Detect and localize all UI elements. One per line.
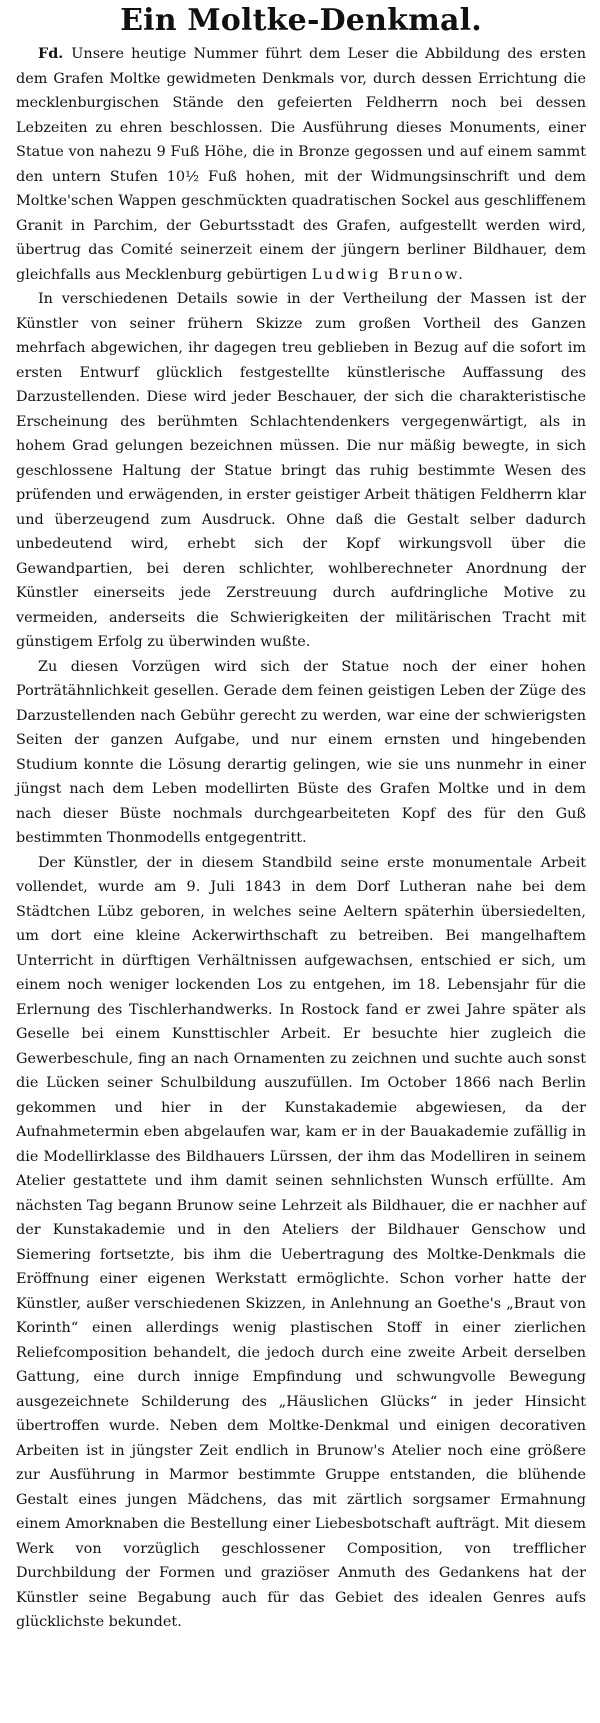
paragraph-1 [16,42,586,287]
author-mark: Fd. [38,45,64,62]
paragraph-4: Der Künstler, der in diesem Standbild seine erste monumentale Arbeit vollendet, wurde am 9. Juli 1843 in dem Dorf Lutheran nahe bei dem Städtchen Lübz geboren, in welches seine Aeltern späterhin übersiedelten, um dort eine kleine Ackerwirthschaft zu betreiben. Bei mangelhaftem Unterricht in dürftigen Verhältnissen aufgewachsen, entschied er sich, um einem noch weniger lockenden Los zu entgehen, im 18. Lebensjahr für die Erlernung des Tischlerhandwerks. In Rostock fand er zwei Jahre später als Geselle bei einem Kunsttischler Arbeit. Er besuchte hier zugleich die Gewerbeschule, fing an nach Ornamenten zu zeichnen und suchte auch sonst die Lücken seiner Schulbildung auszufüllen. Im October 1866 nach Berlin gekommen und hier in der Kunstakademie abgewiesen, da der Aufnahmetermin eben abgelaufen war, kam er in der Bauakademie zufällig in die Modellirklasse des Bildhauers Lürssen, der ihm das Modelliren in seinem Atelier gestattete und ihm damit seinen sehnlichsten Wunsch erfüllte. Am nächsten Tag begann Brunow seine Lehrzeit als Bildhauer, die er nachher auf der Kunstakademie und in den Ateliers der Bildhauer Genschow und Siemering fortsetzte, bis ihm die Uebertragung des Moltke-Denkmals die Eröffnung einer eigenen Werkstatt ermöglichte. Schon vorher hatte der Künstler, außer verschiedenen Skizzen, in Anlehnung an Goethe's „Braut von Korinth“ einen allerdings wenig plastischen Stoff in einer zierlichen Reliefcomposition behandelt, die jedoch durch eine zweite Arbeit derselben Gattung, eine durch innige Empfindung und schwungvolle Bewegung ausgezeichnete Schilderung des „Häuslichen Glücks“ in jeder Hinsicht übertroffen wurde. Neben dem Moltke-Denkmal und einigen decorativen Arbeiten ist in jüngster Zeit endlich in Brunow's Atelier noch eine größere zur Ausführung in Marmor bestimmte Gruppe entstanden, die blühende Gestalt eines jungen Mädchens, das mit zärtlich sorgsamer Ermahnung einem Amorknaben die Bestellung einer Liebesbotschaft aufträgt. Mit diesem Werk von vorzüglich geschlossener Composition, von trefflicher Durchbildung der Formen und graziöser Anmuth des Gedankens hat der Künstler seine Begabung auch für das Gebiet des idealen Genres aufs glücklichste bekundet. [16,854,586,1630]
paragraph-3: Zu diesen Vorzügen wird sich der Statue noch der einer hohen Porträtähnlichkeit gesellen. Gerade dem feinen geistigen Leben der Züge des Darzustellenden nach Gebühr gerecht zu werden, war eine der schwierigsten Seiten der ganzen Aufgabe, und nur einem ernsten und hingebenden Studium konnte die Lösung derartig gelingen, wie sie uns nunmehr in einer jüngst nach dem Leben modellirten Büste des Grafen Moltke und in dem nach dieser Büste nochmals durchgearbeiteten Kopf des für den Guß bestimmten Thonmodells entgegentritt. [16,658,586,846]
paragraph-2: In verschiedenen Details sowie in der Vertheilung der Massen ist der Künstler von seiner frühern Skizze zum großen Vortheil des Ganzen mehrfach abgewichen, ihr dagegen treu geblieben in Bezug auf die sofort im ersten Entwurf glücklich festgestellte künstlerische Auffassung des Darzustellenden. Diese wird jeder Beschauer, der sich die charakteristische Erscheinung des berühmten Schlachtendenkers vergegenwärtigt, als in hohem Grad gelungen bezeichnen müssen. Die nur mäßig bewegte, in sich geschlossene Haltung der Statue bringt das ruhig bestimmte Wesen des prüfenden und erwägenden, in erster geistiger Arbeit thätigen Feldherrn klar und überzeugend zum Ausdruck. Ohne daß die Gestalt selber dadurch unbedeutend wird, erhebt sich der Kopf wirkungsvoll über die Gewandpartien, bei deren schlichter, wohlberechneter Anordnung der Künstler einerseits jede Zerstreuung durch aufdringliche Motive zu vermeiden, anderseits die Schwierigkeiten der militärischen Tracht mit günstigem Erfolg zu überwinden wußte. [16,291,586,650]
article-body [16,42,586,1635]
sculptor-name: Ludwig Brunow. [311,266,466,283]
paragraph-1-text: Unsere heutige Nummer führt dem Leser die Abbildung des ersten dem Grafen Moltke gewidmeten Denkmals vor, durch dessen Errichtung die mecklenburgischen Stände den gefeierten Feldherrn noch bei dessen Lebzeiten zu ehren beschlossen. Die Ausführung dieses Monuments, einer Statue von nahezu 9 Fuß Höhe, die in Bronze gegossen und auf einem sammt den untern Stufen 10½ Fuß hohen, mit der Widmungsinschrift und dem Moltke'schen Wappen geschmückten quadratischen Sockel aus geschliffenem Granit in Parchim, der Geburtsstadt des Grafen, aufgestellt werden wird, übertrug das Comité seinerzeit einem der jüngern berliner Bildhauer, dem gleichfalls aus Mecklenburg gebürtigen [16,46,586,283]
article-title: Ein Moltke-Denkmal. [120,3,482,38]
